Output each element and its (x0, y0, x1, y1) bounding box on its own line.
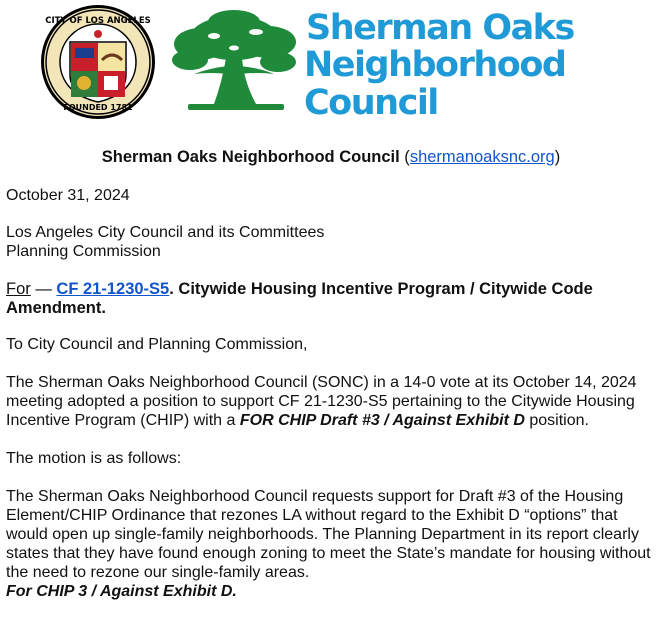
motion-emphasis-text: For CHIP 3 / Against Exhibit D. (6, 583, 237, 600)
brand-wordmark (304, 10, 670, 122)
salutation: To City Council and Planning Commission, (6, 336, 308, 353)
subject-line (6, 280, 656, 318)
letter-date: October 31, 2024 (6, 187, 130, 204)
recipient-line-1: Los Angeles City Council and its Committees (6, 224, 325, 241)
letter-heading: Sherman Oaks Neighborhood Council (shermanoaksnc.org) (101, 148, 561, 166)
motion-text: The Sherman Oaks Neighborhood Council requests support for Draft #3 of the Housing Element/CHIP Ordinance that rezones LA without regard to the Exhibit D “options” that would open up single-family neighborhoods. The Planning Department in its report clearly states that they have found enough zoning to meet the State’s mandate for housing without the need to rezone our single-family areas. (6, 488, 651, 581)
letter-body (6, 148, 656, 601)
seal-text-bottom: FOUNDED 1781 (63, 103, 133, 112)
recipient-line-2: Planning Commission (6, 243, 161, 260)
council-file-link[interactable]: CF 21-1230-S5 (56, 280, 170, 298)
city-seal-logo (40, 4, 156, 120)
letterhead (0, 0, 670, 125)
org-website-link[interactable]: shermanoaksnc.org (409, 148, 555, 166)
motion-emphasis (6, 582, 656, 601)
position-text: The Sherman Oaks Neighborhood Council (SONC) in a 14-0 vote at its October 14, 2024 meeting adopted a position to support CF 21-1230-S5 pertaining to the Citywide Housing Incentive Program (CHIP) with a (6, 374, 637, 429)
position-paragraph (6, 373, 656, 430)
position-text-end: position. (524, 412, 589, 429)
oak-tree-logo (170, 8, 298, 112)
subject-title: . Citywide Housing Incentive Program / Citywide Code Amendment. (6, 280, 593, 317)
position-emphasis: FOR CHIP Draft #3 / Against Exhibit D (239, 412, 525, 429)
brand-line-1: Sherman Oaks (306, 8, 574, 48)
seal-text-top: CITY OF LOS ANGELES (45, 16, 151, 26)
brand-line-2: Neighborhood Council (304, 45, 566, 123)
org-name: Sherman Oaks Neighborhood Council (101, 148, 400, 166)
subject-for: For (6, 280, 31, 298)
motion-intro: The motion is as follows: (6, 450, 182, 467)
subject-dash: — (30, 280, 57, 298)
